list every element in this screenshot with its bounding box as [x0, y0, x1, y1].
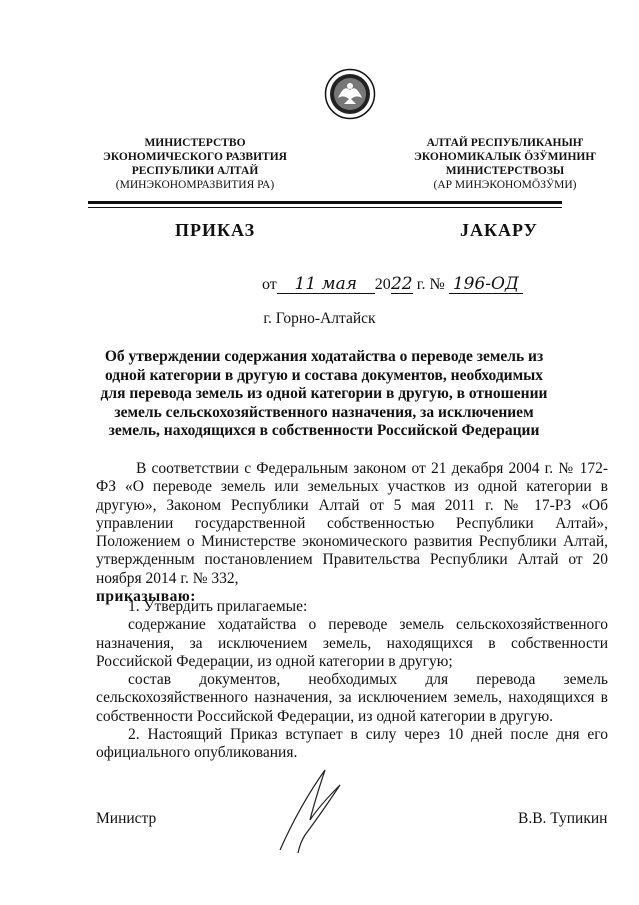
order-items	[96, 598, 608, 763]
document-title: Об утверждении содержания ходатайства о переводе земель из одной категории в другую и состава документов, необходимых для перевода земель из одной категории в другую, в отношении земель сельскохозяйственного назначения, за исключением земель, находящихся в собственности Российской Федерации	[100, 348, 548, 439]
date-day-month: 11 мая	[277, 275, 375, 294]
item-1-intro: 1. Утвердить прилагаемые:	[128, 598, 308, 615]
preamble-text: В соответствии с Федеральным законом от 21 декабря 2004 г. № 172-ФЗ «О переводе земель или земельных участков из одной категории в другую», Законом Республики Алтай от 5 мая 2011 г. № 17-РЗ «Об управлении государственной собственностью Республики Алтай», Положением о Министерстве экономического развития Республики Алтай, утвержденным постановлением Правительства Республики Алтай от 20 ноября 2014 г. № 332,	[96, 460, 608, 587]
preamble	[96, 460, 608, 606]
item-1-a: содержание ходатайства о переводе земель сельскохозяйственного назначения, за исключением земель, находящихся в собственности Российской Федерации, из одной категории в другую;	[96, 616, 608, 670]
ministry-line: МИНИСТЕРСТВО	[144, 137, 246, 149]
doc-type-alt: JАКАРУ	[460, 220, 538, 240]
date-line	[262, 275, 523, 294]
order-number: 196-ОД	[449, 275, 523, 294]
ministry-line: ЭКОНОМИКАЛЫК ӦЗӰМИНИҤ	[414, 151, 596, 163]
ministry-line: МИНИСТЕРСТВОЗЫ	[445, 165, 565, 177]
item-1-b: состав документов, необходимых для перевода земель сельскохозяйственного назначения, за исключением земель, находящихся в собственности Российской Федерации, из одной категории в другую.	[96, 671, 608, 725]
date-from: от	[262, 276, 277, 293]
coat-of-arms-icon	[324, 68, 376, 120]
doc-type-ru: ПРИКАЗ	[175, 220, 256, 240]
ministry-line: ЭКОНОМИЧЕСКОГО РАЗВИТИЯ	[103, 151, 287, 163]
number-label: г. №	[416, 276, 445, 293]
signature-position: Министр	[96, 810, 157, 827]
ministry-line: РЕСПУБЛИКИ АЛТАЙ	[131, 165, 259, 177]
item-2: 2. Настоящий Приказ вступает в силу через 10 дней после дня его официального опубликования.	[96, 726, 608, 762]
ministry-header-alt	[390, 136, 620, 192]
order-word: приказываю:	[96, 588, 196, 606]
year-suffix: 22	[390, 274, 413, 294]
header-divider	[88, 201, 562, 204]
signature-icon	[270, 765, 350, 855]
ministry-line: АЛТАЙ РЕСПУБЛИКАНЫҤ	[426, 137, 584, 149]
header-divider	[88, 207, 562, 208]
ministry-abbrev: (МИНЭКОНОМРАЗВИТИЯ РА)	[115, 179, 275, 191]
ministry-abbrev: (АР МИНЭКОНОМӦЗӰМИ)	[433, 179, 577, 191]
signature-name: В.В. Тупикин	[518, 810, 608, 827]
ministry-header-ru	[80, 136, 310, 192]
year-prefix: 20	[374, 276, 391, 293]
city: г. Горно-Алтайск	[263, 310, 376, 327]
